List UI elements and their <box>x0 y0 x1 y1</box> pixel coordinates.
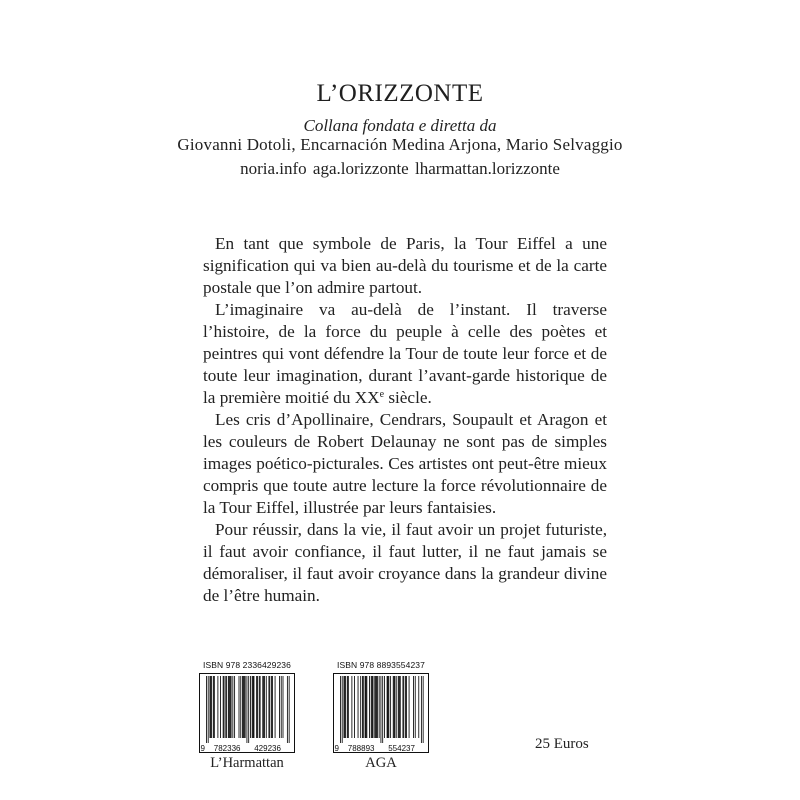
barcode-bar <box>379 676 380 738</box>
barcode-bar <box>395 676 396 738</box>
barcode-digits: 788893 <box>347 744 375 753</box>
barcode-bar <box>272 676 273 738</box>
barcode-bar <box>384 676 385 738</box>
barcode-bar <box>240 676 241 738</box>
century-superscript: e <box>379 389 385 400</box>
barcode-bar <box>373 676 374 738</box>
barcode-bar <box>400 676 401 738</box>
barcode-bar <box>402 676 403 738</box>
barcode-bar <box>259 676 260 738</box>
barcode-bar <box>264 676 265 738</box>
barcode-bar <box>220 676 221 738</box>
barcode-bar <box>418 676 419 738</box>
publisher-label: L’Harmattan <box>210 755 284 771</box>
barcode-bar <box>394 676 395 738</box>
barcode-bar <box>344 676 345 738</box>
barcode-bar <box>275 676 276 738</box>
barcode-bar <box>211 676 212 738</box>
series-title: L’ORIZZONTE <box>316 80 484 107</box>
barcode-bar <box>362 676 363 738</box>
barcode-bar <box>214 676 215 738</box>
barcode-bar <box>229 676 230 738</box>
barcode-bar <box>376 676 377 738</box>
barcode-bar <box>260 676 261 738</box>
barcode-bar <box>269 676 270 738</box>
barcode-bar <box>372 676 373 738</box>
barcode-bar <box>363 676 364 738</box>
barcode-bar <box>268 676 269 738</box>
paragraph-2 <box>203 299 607 409</box>
barcode-bar <box>234 676 235 738</box>
paragraph-3: Les cris d’Apollinaire, Cendrars, Soupault et Aragon et les couleurs de Robert Delaunay ne sont pas de simples images poético-picturales. Ces artistes ont peut-être mieux compris que toute autre lecture la force révolutionnaire de la Tour Eiffel, illustrée par leurs fantaisies. <box>203 410 607 517</box>
barcode-bar <box>248 676 249 743</box>
barcode-bar <box>347 676 348 738</box>
barcode-bar <box>210 676 211 738</box>
barcode-bar <box>245 676 246 738</box>
barcode-bar <box>246 676 247 743</box>
price-label: 25 Euros <box>535 736 589 752</box>
barcode-bar <box>242 676 243 738</box>
barcode-bar <box>390 676 391 738</box>
back-cover-text <box>203 233 607 607</box>
paragraph-2-end: siècle. <box>384 388 432 407</box>
barcode-block-harmattan <box>199 660 295 772</box>
barcode-bar <box>358 676 359 738</box>
barcode-bar <box>406 676 407 738</box>
barcode-bar <box>380 676 381 743</box>
barcode-bar <box>281 676 282 738</box>
barcode-bar <box>257 676 258 738</box>
barcode-bar <box>252 676 253 738</box>
barcode-bar <box>344 676 345 738</box>
barcode-bar <box>206 676 207 743</box>
barcode-bar <box>387 676 388 738</box>
barcode-bar <box>262 676 263 738</box>
barcode-graphic <box>199 673 295 753</box>
barcode-bar <box>403 676 404 738</box>
barcode-bar <box>279 676 280 738</box>
barcode-digits: 782336 <box>213 744 241 753</box>
barcode-bar <box>208 676 209 743</box>
barcode-digits: 429236 <box>254 744 281 753</box>
barcode-digits: 554237 <box>388 744 415 753</box>
barcode-bar <box>415 676 416 738</box>
paragraph-1: En tant que symbole de Paris, la Tour Eiffel a une signification qui va bien au-delà du tourisme et de la carte postale que l’on admire partout. <box>203 234 607 297</box>
barcode-bar <box>232 676 233 738</box>
barcode-bar <box>421 676 422 743</box>
barcode-bar <box>283 676 284 738</box>
barcode-bar <box>342 676 343 743</box>
barcode-bar <box>210 676 211 738</box>
series-websites: noria.info aga.lorizzonte lharmattan.lorizzonte <box>240 159 560 178</box>
barcode-bar <box>366 676 367 738</box>
barcode-bar <box>351 676 352 738</box>
barcode-bar <box>374 676 375 738</box>
barcode-bar <box>254 676 255 738</box>
barcode-digits: 9 <box>334 744 339 753</box>
barcode-bar <box>256 676 257 738</box>
barcode-bar <box>396 676 397 738</box>
barcode-bar <box>226 676 227 738</box>
barcode-bar <box>360 676 361 738</box>
barcode-bar <box>405 676 406 738</box>
barcode-bar <box>266 676 267 738</box>
barcode-bar <box>271 676 272 738</box>
barcode-bar <box>340 676 341 743</box>
barcode-bar <box>289 676 290 743</box>
barcode-bar <box>239 676 240 738</box>
barcode-bar <box>213 676 214 738</box>
publisher-label: AGA <box>365 755 397 771</box>
paragraph-4: Pour réussir, dans la vie, il faut avoir un projet futuriste, il faut avoir confiance, il faut lutter, il ne faut jamais se démoraliser, il faut avoir croyance dans la grandeur divine de l’être humain. <box>203 520 607 605</box>
barcode-bar <box>231 676 232 738</box>
barcode-bar <box>377 676 378 738</box>
isbn-label: ISBN 978 2336429236 <box>203 660 291 670</box>
barcode-block-aga <box>333 660 429 772</box>
barcode-bar <box>224 676 225 738</box>
barcode-bar <box>348 676 349 738</box>
barcode-bar <box>382 676 383 743</box>
barcode-bar <box>375 676 376 738</box>
isbn-label: ISBN 978 8893554237 <box>337 660 425 670</box>
barcode-bar <box>369 676 370 738</box>
barcode-bar <box>263 676 264 738</box>
barcode-bar <box>413 676 414 738</box>
barcode-bar <box>354 676 355 738</box>
series-subtitle: Collana fondata e diretta da <box>303 116 497 135</box>
barcode-bar <box>253 676 254 738</box>
barcode-bar <box>243 676 244 738</box>
barcode-bar <box>244 676 245 738</box>
barcode-bar <box>371 676 372 738</box>
series-directors: Giovanni Dotoli, Encarnación Medina Arjona, Mario Selvaggio <box>177 135 623 154</box>
paragraph-2-text: L’imaginaire va au-delà de l’instant. Il traverse l’histoire, de la force du peuple à celle des poètes et peintres qui vont défendre la Tour de toute leur force et de toute leur imagination, durant l’avant-garde historique de la première moitié du XX <box>203 300 607 407</box>
barcode-bar <box>223 676 224 738</box>
barcode-bar <box>365 676 366 738</box>
barcode-bar <box>393 676 394 738</box>
barcode-bar <box>225 676 226 738</box>
barcode-graphic <box>333 673 429 753</box>
barcode-bar <box>398 676 399 738</box>
barcode-bar <box>287 676 288 743</box>
barcode-bar <box>399 676 400 738</box>
barcode-digits: 9 <box>200 744 205 753</box>
barcode-bar <box>388 676 389 738</box>
barcode-bar <box>345 676 346 738</box>
barcode-bar <box>250 676 251 738</box>
barcode-bar <box>423 676 424 743</box>
barcode-bar <box>228 676 229 738</box>
barcode-bar <box>409 676 410 738</box>
barcode-bar <box>366 676 367 738</box>
barcode-bar <box>230 676 231 738</box>
barcode-bar <box>217 676 218 738</box>
barcode-bar <box>388 676 389 738</box>
